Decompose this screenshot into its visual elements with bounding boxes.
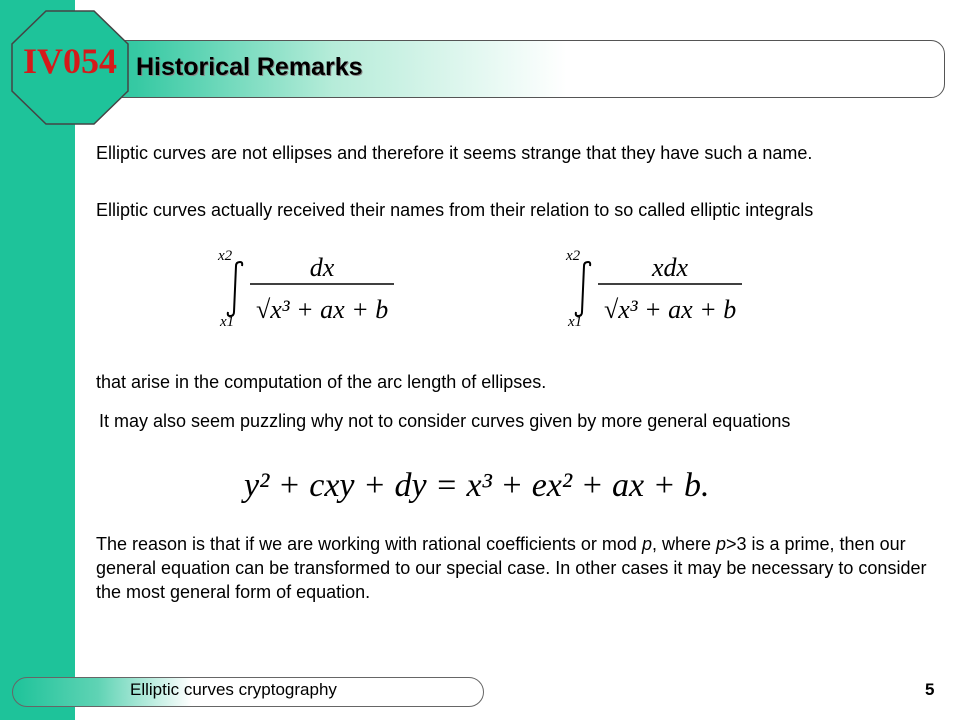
general-equation — [240, 458, 800, 508]
integral-dx — [214, 246, 400, 330]
integral-lower-limit: x1 — [220, 314, 235, 330]
integral-lower-limit: x1 — [568, 314, 583, 330]
paragraph-arc-length: that arise in the computation of the arc length of ellipses. — [96, 372, 547, 392]
integral-xdx — [562, 246, 748, 330]
paragraph-elliptic-integrals: Elliptic curves actually received their names from their relation to so called elliptic integrals — [96, 200, 814, 220]
course-code: IV054 — [22, 41, 117, 81]
integral-numerator: xdx — [651, 253, 689, 282]
slide-title: Historical Remarks — [136, 53, 363, 81]
integral-upper-limit: x2 — [566, 248, 581, 264]
page-number: 5 — [925, 680, 935, 699]
integral-upper-limit: x2 — [218, 248, 233, 264]
paragraph-reason: The reason is that if we are working with rational coefficients or mod p, where p>3 is a prime, then our general equation can be transformed to our special case. In other cases it may be necessary to consider the most general form of equation. — [96, 534, 927, 602]
paragraph-ellipses: Elliptic curves are not ellipses and therefore it seems strange that they have such a name. — [96, 143, 813, 163]
general-equation-text: y² + cxy + dy = x³ + ex² + ax + b. — [244, 467, 710, 504]
footer-label: Elliptic curves cryptography — [130, 680, 337, 699]
integral-denominator: √x³ + ax + b — [604, 295, 737, 324]
paragraph-general-equations: It may also seem puzzling why not to consider curves given by more general equations — [99, 411, 791, 431]
integral-numerator: dx — [309, 253, 335, 282]
integral-denominator: √x³ + ax + b — [256, 295, 389, 324]
